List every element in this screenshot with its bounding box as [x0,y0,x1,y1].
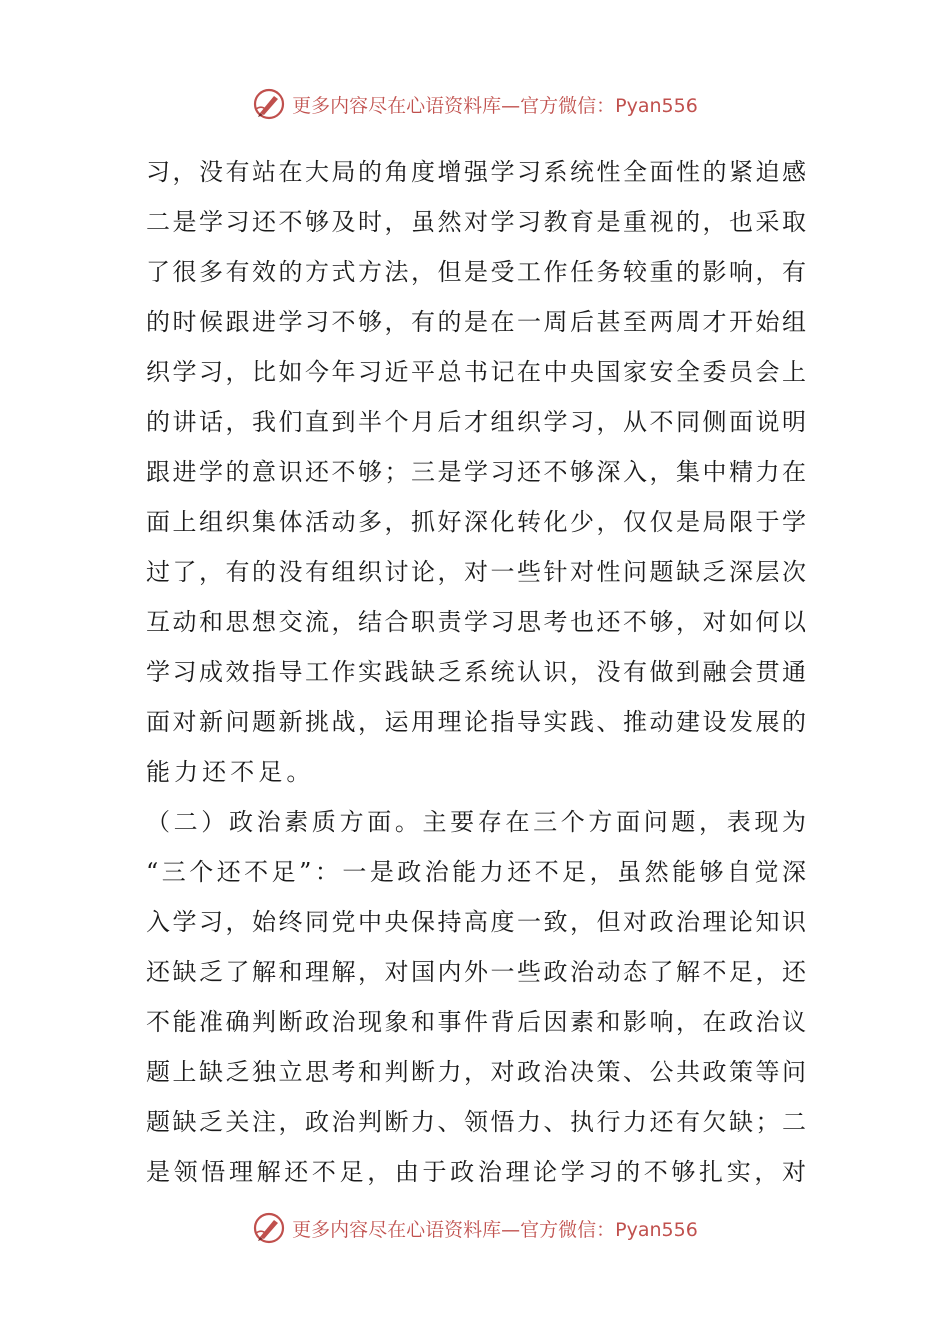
footer-banner-text: 更多内容尽在心语资料库—官方微信：Pyan556 [292,1218,698,1241]
pen-logo-icon [252,1211,286,1245]
text-line: 互动和思想交流，结合职责学习思考也还不够，对如何以 [146,608,806,636]
section-heading-line: （二）政治素质方面。主要存在三个方面问题，表现为 [146,808,806,836]
text-line: 二是学习还不够及时，虽然对学习教育是重视的，也采取 [146,208,806,236]
text-line: 面对新问题新挑战，运用理论指导实践、推动建设发展的 [146,708,806,736]
text-line: 跟进学的意识还不够；三是学习还不够深入，集中精力在 [146,458,806,486]
document-body [146,147,806,1197]
text-line: 入学习，始终同党中央保持高度一致，但对政治理论知识 [146,908,806,936]
text-line: 题上缺乏独立思考和判断力，对政治决策、公共政策等问 [146,1058,806,1086]
pen-logo-icon [252,87,286,121]
text-line: 是领悟理解还不足，由于政治理论学习的不够扎实，对 [146,1158,806,1186]
text-line: 的讲话，我们直到半个月后才组织学习，从不同侧面说明 [146,408,806,436]
footer-banner [0,1208,950,1248]
text-line: 学习成效指导工作实践缺乏系统认识，没有做到融会贯通 [146,658,806,686]
text-line: 能力还不足。 [146,758,315,786]
text-line: 的时候跟进学习不够，有的是在一周后甚至两周才开始组 [146,308,806,336]
text-line: 还缺乏了解和理解，对国内外一些政治动态了解不足，还 [146,958,806,986]
text-line: 织学习，比如今年习近平总书记在中央国家安全委员会上 [146,358,806,386]
text-line: 习，没有站在大局的角度增强学习系统性全面性的紧迫感 [146,158,806,186]
text-line: 题缺乏关注，政治判断力、领悟力、执行力还有欠缺；二 [146,1108,806,1136]
text-line: 不能准确判断政治现象和事件背后因素和影响，在政治议 [146,1008,806,1036]
text-line: 过了，有的没有组织讨论，对一些针对性问题缺乏深层次 [146,558,806,586]
text-line: “三个还不足”：一是政治能力还不足，虽然能够自觉深 [146,858,806,886]
text-line: 了很多有效的方式方法，但是受工作任务较重的影响，有 [146,258,806,286]
text-line: 面上组织集体活动多，抓好深化转化少，仅仅是局限于学 [146,508,806,536]
header-banner [0,84,950,124]
header-banner-text: 更多内容尽在心语资料库—官方微信：Pyan556 [292,94,698,117]
